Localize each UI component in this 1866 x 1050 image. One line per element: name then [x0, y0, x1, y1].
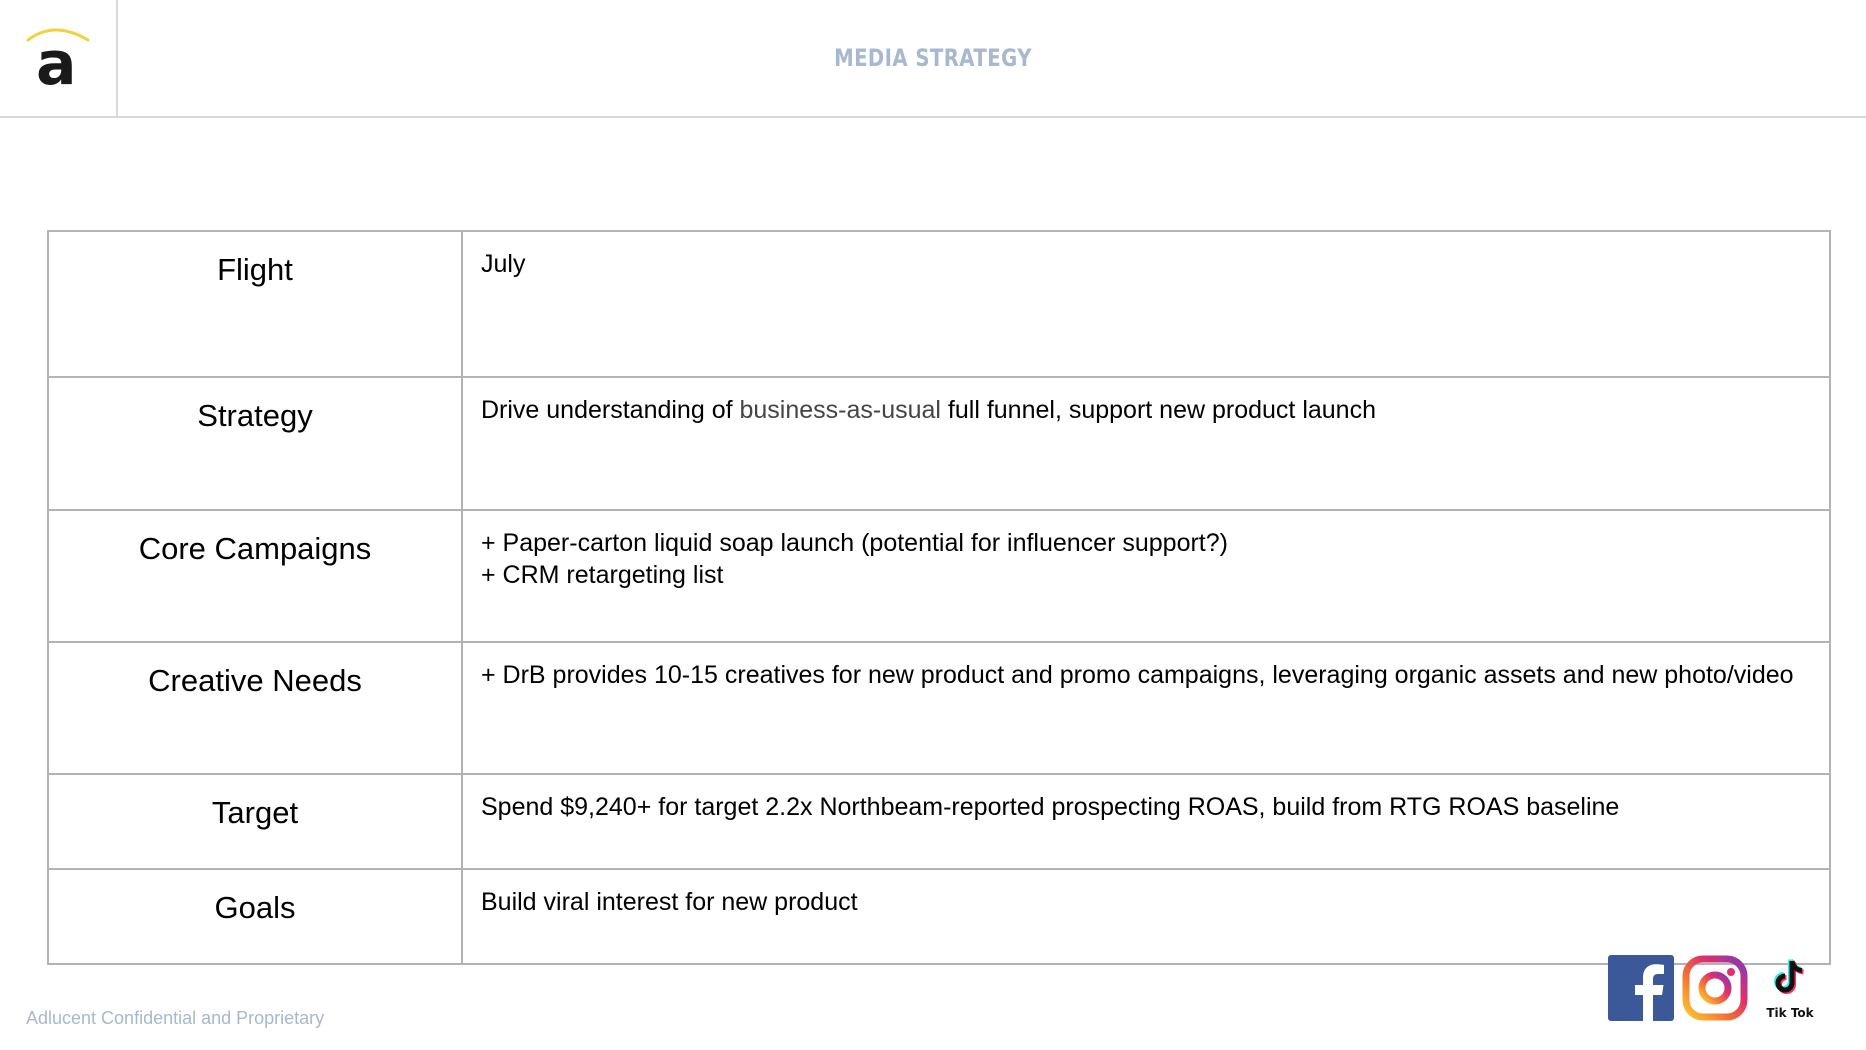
row-label-target: Target	[48, 774, 462, 869]
logo-box	[0, 0, 118, 118]
row-value-target	[462, 774, 1830, 869]
table-row-strategy	[48, 377, 1830, 510]
table-row-creative-needs	[48, 642, 1830, 774]
media-strategy-table	[47, 230, 1831, 965]
row-value-core-campaigns	[462, 510, 1830, 642]
row-label-core-campaigns: Core Campaigns	[48, 510, 462, 642]
row-label-flight: Flight	[48, 231, 462, 377]
table-row-core-campaigns	[48, 510, 1830, 642]
value-line: + DrB provides 10-15 creatives for new product and promo campaigns, leveraging organic assets and new photo/video	[481, 661, 1794, 689]
tiktok-logo	[1762, 955, 1818, 1020]
value-line: Spend $9,240+ for target 2.2x Northbeam-reported prospecting ROAS, build from RTG ROAS baseline	[481, 793, 1620, 821]
slide-header	[0, 0, 1866, 118]
value-line: + CRM retargeting list	[481, 561, 724, 589]
row-value-strategy	[462, 377, 1830, 510]
table-row-goals	[48, 869, 1830, 964]
strategy-suffix: full funnel, support new product launch	[940, 396, 1376, 424]
row-label-goals: Goals	[48, 869, 462, 964]
adlucent-logo-icon	[22, 20, 92, 92]
row-label-strategy: Strategy	[48, 377, 462, 510]
row-value-goals	[462, 869, 1830, 964]
value-line: Build viral interest for new product	[481, 888, 858, 916]
table-row-flight	[48, 231, 1830, 377]
tiktok-icon	[1768, 955, 1812, 999]
strategy-prefix: Drive understanding of	[481, 396, 740, 424]
svg-text:a: a	[36, 29, 77, 92]
row-value-creative-needs	[462, 642, 1830, 774]
page-title: MEDIA STRATEGY	[834, 44, 1032, 72]
table-row-target	[48, 774, 1830, 869]
value-line: July	[481, 250, 526, 278]
facebook-icon	[1608, 955, 1674, 1026]
instagram-icon	[1682, 955, 1748, 1026]
row-label-creative-needs: Creative Needs	[48, 642, 462, 774]
row-value-flight	[462, 231, 1830, 377]
tiktok-label: Tik Tok	[1766, 1006, 1814, 1020]
strategy-highlight: business-as-usual	[739, 396, 941, 424]
value-line: + Paper-carton liquid soap launch (potential for influencer support?)	[481, 529, 1228, 557]
confidential-notice: Adlucent Confidential and Proprietary	[26, 1008, 325, 1028]
